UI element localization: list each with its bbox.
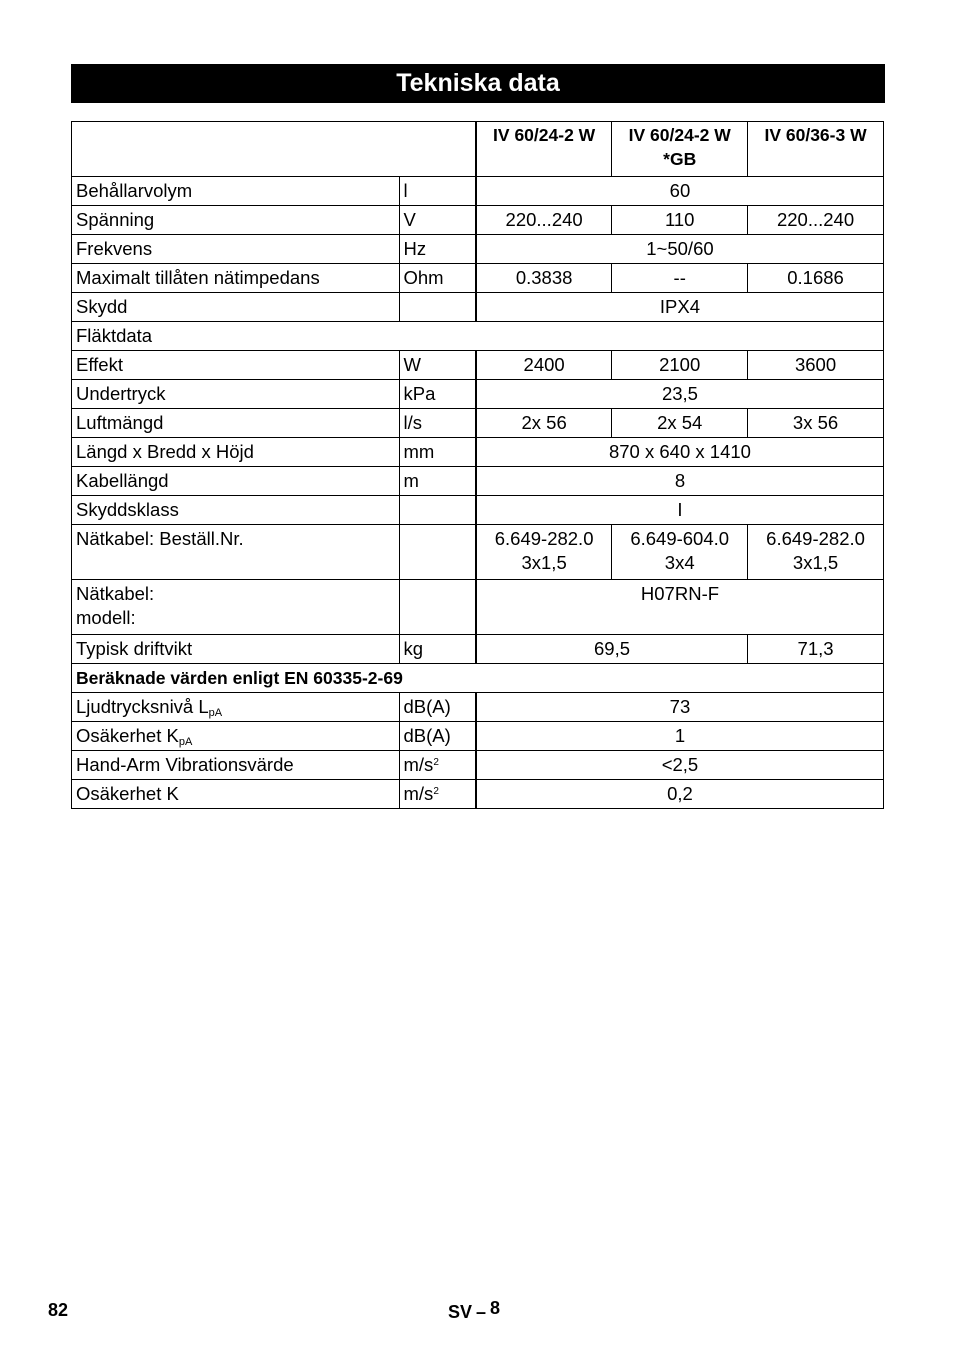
row-value: 60 xyxy=(476,177,884,206)
row-unit: Hz xyxy=(399,235,476,264)
table-row xyxy=(72,380,884,409)
row-value xyxy=(612,525,748,580)
row-value xyxy=(476,525,612,580)
table-header-row xyxy=(72,122,884,177)
row-unit: V xyxy=(399,206,476,235)
section-label: Beräknade värden enligt EN 60335-2-69 xyxy=(72,664,884,693)
row-label: Maximalt tillåten nätimpedans xyxy=(72,264,400,293)
row-value: 73 xyxy=(476,693,884,722)
row-value: 0.1686 xyxy=(748,264,884,293)
cable-spec: 3x1,5 xyxy=(521,552,567,573)
row-unit: kg xyxy=(399,635,476,664)
row-unit: m xyxy=(399,467,476,496)
row-label: Längd x Bredd x Höjd xyxy=(72,438,400,467)
row-value: 69,5 xyxy=(476,635,748,664)
row-label: Effekt xyxy=(72,351,400,380)
row-unit: mm xyxy=(399,438,476,467)
row-value: -- xyxy=(612,264,748,293)
row-label-text: Osäkerhet K xyxy=(76,725,179,746)
row-value: 3x 56 xyxy=(748,409,884,438)
table-row xyxy=(72,293,884,322)
table-row xyxy=(72,496,884,525)
table-row xyxy=(72,635,884,664)
row-unit xyxy=(399,525,476,580)
order-number: 6.649-282.0 xyxy=(766,528,865,549)
row-unit: Ohm xyxy=(399,264,476,293)
table-row xyxy=(72,206,884,235)
page-number: 82 xyxy=(48,1300,69,1320)
row-value: 220...240 xyxy=(476,206,612,235)
row-unit: l/s xyxy=(399,409,476,438)
cable-spec: 3x4 xyxy=(664,552,695,573)
row-label: Kabellängd xyxy=(72,467,400,496)
table-row xyxy=(72,351,884,380)
row-label: Behållarvolym xyxy=(72,177,400,206)
row-value: 2x 54 xyxy=(612,409,748,438)
row-label-subscript: pA xyxy=(208,707,223,719)
unit-superscript: 2 xyxy=(433,786,439,797)
row-unit xyxy=(399,580,476,635)
row-value: I xyxy=(476,496,884,525)
row-value: 870 x 640 x 1410 xyxy=(476,438,884,467)
row-unit: W xyxy=(399,351,476,380)
table-row xyxy=(72,693,884,722)
header-empty-cell xyxy=(72,122,476,177)
table-row xyxy=(72,467,884,496)
row-label-text: Ljudtrycksnivå L xyxy=(76,696,209,717)
language-page-number: 8 xyxy=(490,1298,501,1318)
row-value: 3600 xyxy=(748,351,884,380)
row-label: Undertryck xyxy=(72,380,400,409)
row-label: Nätkabel: Beställ.Nr. xyxy=(72,525,400,580)
row-label: Typisk driftvikt xyxy=(72,635,400,664)
row-value: 8 xyxy=(476,467,884,496)
row-label xyxy=(72,693,400,722)
row-value: 1~50/60 xyxy=(476,235,884,264)
table-section-row xyxy=(72,322,884,351)
table-row xyxy=(72,722,884,751)
column-header: IV 60/36-3 W xyxy=(748,122,884,177)
row-value: H07RN-F xyxy=(476,580,884,635)
table-row xyxy=(72,780,884,809)
row-value: 71,3 xyxy=(748,635,884,664)
row-value: <2,5 xyxy=(476,751,884,780)
unit-superscript: 2 xyxy=(433,757,439,768)
row-label: Spänning xyxy=(72,206,400,235)
section-label: Fläktdata xyxy=(72,322,884,351)
row-value xyxy=(748,525,884,580)
unit-text: m/s xyxy=(403,783,434,804)
row-label-line: modell: xyxy=(76,607,136,628)
row-unit: kPa xyxy=(399,380,476,409)
table-row xyxy=(72,177,884,206)
column-header: IV 60/24-2 W *GB xyxy=(612,122,748,177)
row-label-subscript: pA xyxy=(178,736,193,748)
row-unit xyxy=(399,780,476,809)
table-row xyxy=(72,409,884,438)
row-label: Skydd xyxy=(72,293,400,322)
table-row xyxy=(72,438,884,467)
unit-text: m/s xyxy=(403,754,434,775)
table-row xyxy=(72,235,884,264)
table-row xyxy=(72,751,884,780)
row-value: 2100 xyxy=(612,351,748,380)
row-label: Luftmängd xyxy=(72,409,400,438)
row-value: 0.3838 xyxy=(476,264,612,293)
row-value: IPX4 xyxy=(476,293,884,322)
order-number: 6.649-282.0 xyxy=(494,528,594,549)
row-label xyxy=(72,722,400,751)
row-unit xyxy=(399,751,476,780)
row-label: Frekvens xyxy=(72,235,400,264)
row-label: Hand-Arm Vibrationsvärde xyxy=(72,751,400,780)
row-value: 23,5 xyxy=(476,380,884,409)
table-row xyxy=(72,264,884,293)
order-number: 6.649-604.0 xyxy=(630,528,730,549)
footer-language xyxy=(448,1298,500,1323)
table-section-row xyxy=(72,664,884,693)
row-label-line: Nätkabel: xyxy=(76,583,155,604)
table-row xyxy=(72,580,884,635)
row-value: 110 xyxy=(612,206,748,235)
row-unit: dB(A) xyxy=(399,693,476,722)
row-label xyxy=(72,580,400,635)
row-label: Osäkerhet K xyxy=(72,780,400,809)
row-unit: l xyxy=(399,177,476,206)
row-unit: dB(A) xyxy=(399,722,476,751)
spec-table xyxy=(71,121,884,809)
row-unit xyxy=(399,293,476,322)
page-title: Tekniska data xyxy=(71,64,885,103)
language-code: SV xyxy=(448,1302,473,1322)
row-value: 0,2 xyxy=(476,780,884,809)
row-value: 1 xyxy=(476,722,884,751)
column-header: IV 60/24-2 W xyxy=(476,122,612,177)
table-row xyxy=(72,525,884,580)
row-unit xyxy=(399,496,476,525)
cable-spec: 3x1,5 xyxy=(792,552,839,573)
row-label: Skyddsklass xyxy=(72,496,400,525)
row-value: 220...240 xyxy=(748,206,884,235)
row-value: 2x 56 xyxy=(476,409,612,438)
row-value: 2400 xyxy=(476,351,612,380)
footer-dash: – xyxy=(476,1302,487,1322)
